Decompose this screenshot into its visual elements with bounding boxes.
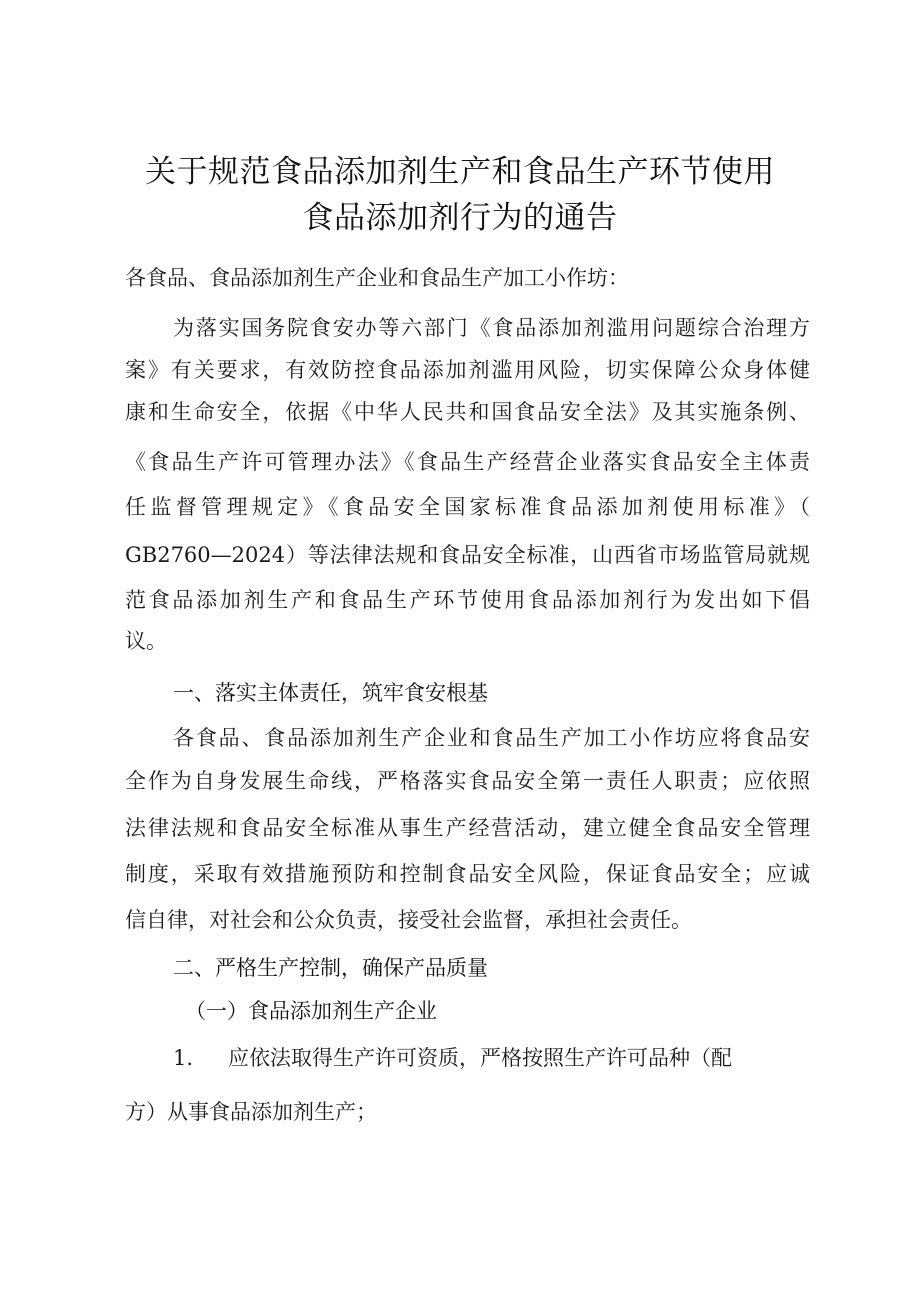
intro-line-5: 任监督管理规定》《食品安全国家标准食品添加剂使用标准》（ [125,495,810,519]
intro-line-2: 案》有关要求，有效防控食品添加剂滥用风险，切实保障公众身体健 [125,358,810,382]
item-1-number: 1. [173,1046,194,1070]
section-1-line-2: 全作为自身发展生命线，严格落实食品安全第一责任人职责；应依照 [125,769,810,793]
intro-line-1: 为落实国务院食安办等六部门《食品添加剂滥用问题综合治理方 [173,316,810,340]
intro-line-8: 议。 [125,629,167,653]
document-title-line-1: 关于规范食品添加剂生产和食品生产环节使用 [145,154,775,190]
section-1-line-1: 各食品、食品添加剂生产企业和食品生产加工小作坊应将食品安 [173,726,810,750]
item-1-line-2: 方）从事食品添加剂生产； [125,1100,377,1124]
intro-line-7: 范食品添加剂生产和食品生产环节使用食品添加剂行为发出如下倡 [125,588,810,612]
intro-line-6: GB2760—2024）等法律法规和食品安全标准，山西省市场监管局就规 [125,543,810,567]
item-1-line-1: 应依法取得生产许可资质，严格按照生产许可品种（配 [228,1046,732,1070]
section-2-heading: 二、严格生产控制，确保产品质量 [173,956,488,980]
section-1-heading: 一、落实主体责任，筑牢食安根基 [173,681,488,705]
section-1-line-4: 制度，采取有效措施预防和控制食品安全风险，保证食品安全；应诚 [125,862,810,886]
intro-line-4: 《食品生产许可管理办法》《食品生产经营企业落实食品安全主体责 [125,450,810,474]
section-1-line-3: 法律法规和食品安全标准从事生产经营活动，建立健全食品安全管理 [125,816,810,840]
intro-line-3: 康和生命安全，依据《中华人民共和国食品安全法》及其实施条例、 [125,400,810,424]
salutation: 各食品、食品添加剂生产企业和食品生产加工小作坊： [125,266,629,290]
document-title-line-2: 食品添加剂行为的通告 [302,200,618,236]
section-1-line-5: 信自律，对社会和公众负责，接受社会监督，承担社会责任。 [125,908,692,932]
subsection-1-heading: （一）食品添加剂生产企业 [185,999,437,1023]
